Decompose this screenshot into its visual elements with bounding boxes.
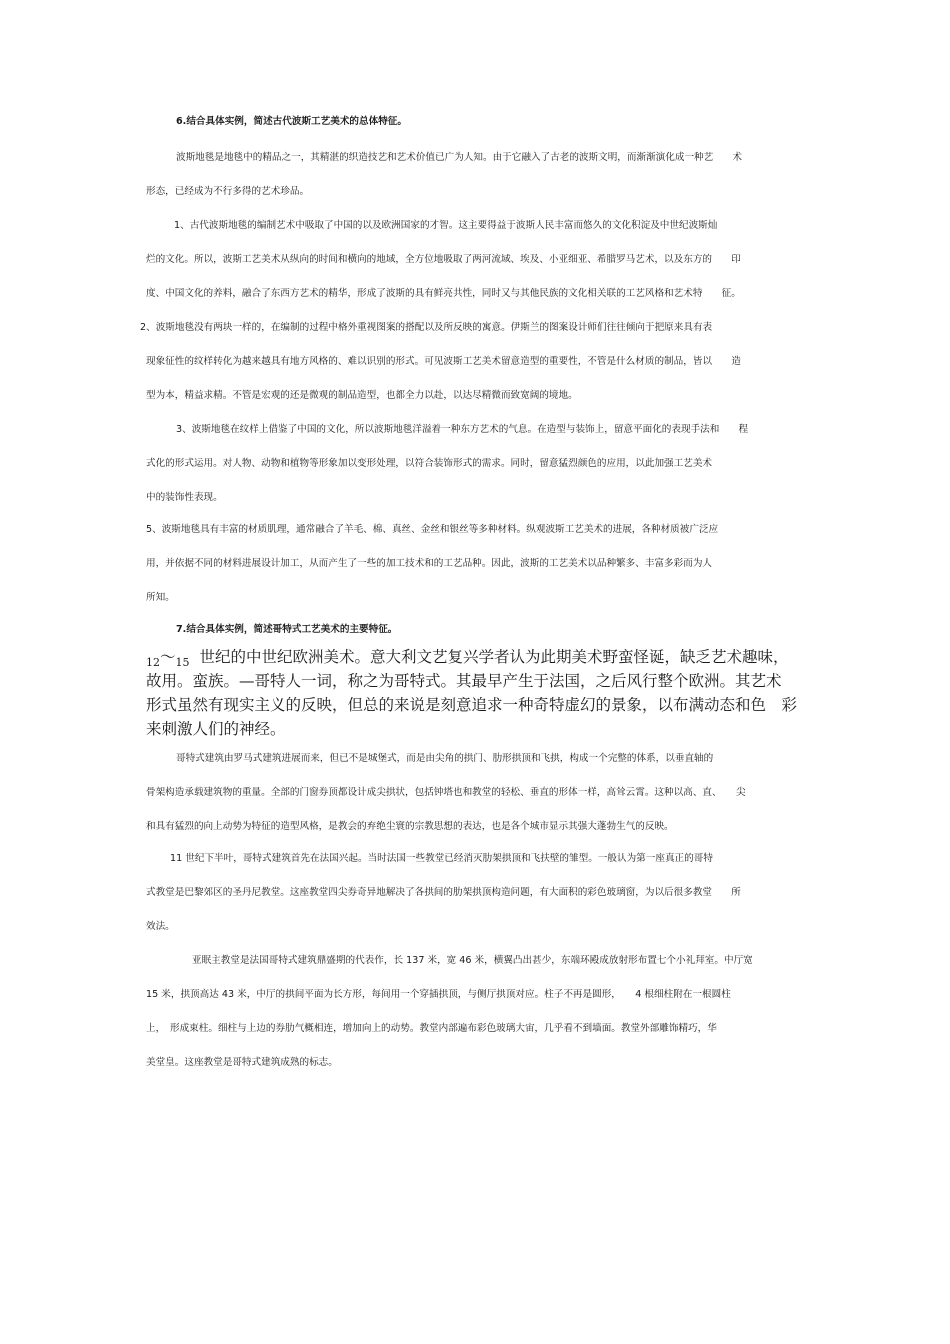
q6-intro-line-1: 波斯地毯是地毯中的精品之一，其精湛的织造技艺和艺术价值已广为人知。由于它融入了古老的波斯文明，而渐渐演化成一种艺 术	[176, 152, 743, 163]
q6-p5-line-2: 用，并依据不同的材料进展设计加工，从而产生了一些的加工技术和的工艺品种。因此，波斯的工艺美术以品种繁多、丰富多彩而为人	[146, 558, 713, 569]
q6-p3-line-2: 式化的形式运用。对人物、动物和植物等形象加以变形处理，以符合装饰形式的需求。同时，留意猛烈颜色的应用，以此加强工艺美术	[146, 458, 713, 469]
q7-big-line-4: 来刺激人们的神经。	[146, 720, 286, 738]
q7-p3-line-4: 美堂皇。这座教堂是哥特式建筑成熟的标志。	[146, 1057, 338, 1068]
q6-p5-line-1: 5、波斯地毯具有丰富的材质肌理，通常融合了羊毛、棉、真丝、金丝和银丝等多种材料。纵观波斯工艺美术的进展，各种材质被广泛应	[146, 524, 719, 535]
q6-intro-line-2: 形态，已经成为不行多得的艺术珍品。	[146, 186, 310, 197]
century-end: 15	[175, 656, 190, 669]
q6-p2-line-1: 2、波斯地毯没有两块一样的，在编制的过程中格外重视图案的搭配以及所反映的寓意。伊斯兰的图案设计师们往往倾向于把原来具有表	[140, 322, 713, 333]
q6-p2-line-3: 型为本，精益求精。不管是宏观的还是微观的制品造型，也都全力以赴，以达尽精微而致宽阔的境地。	[146, 390, 578, 401]
q7-p2-line-1: 11 世纪下半叶，哥特式建筑首先在法国兴起。当时法国一些教堂已经消灭肋架拱顶和飞扶壁的雏型。一般认为第一座真正的哥特	[170, 853, 713, 864]
q7-p3-line-3: 上， 形成束柱。细柱与上边的券肋气概相连，增加向上的动势。教堂内部遍布彩色玻璃大宙，几乎看不到墙面。教堂外部雕饰精巧，华	[146, 1023, 717, 1034]
q7-p1-line-1: 哥特式建筑由罗马式建筑进展而来，但已不是城堡式，而是由尖角的拱门、肋形拱顶和飞拱，构成一个完整的体系，以垂直轴的	[176, 753, 714, 764]
q7-p2-line-2: 式教堂是巴黎郊区的圣丹尼教堂。这座教堂四尖券奇异地解决了各拱间的肋架拱顶构造问题，有大面积的彩色玻璃窗，为以后很多教堂 所	[146, 887, 741, 898]
q7-big-line-3: 形式虽然有现实主义的反映，但总的来说是刻意追求一种奇特虚幻的景象，以布满动态和色 彩	[146, 696, 798, 714]
q7-p1-line-3: 和具有猛烈的向上动势为特征的造型风格，是教会的弃绝尘寰的宗教思想的表达，也是各个城市显示其强大蓬勃生气的反映。	[146, 821, 674, 832]
q7-heading: 7.结合具体实例，简述哥特式工艺美术的主要特征。	[176, 624, 398, 635]
q7-p3-line-2: 15 米，拱顶高达 43 米，中厅的拱间平面为长方形，每间用一个穿插拱顶，与侧厅拱顶对应。柱子不再是圆形， 4 根细柱附在一根圆柱	[146, 989, 731, 1000]
q6-p3-line-3: 中的装饰性表现。	[146, 492, 223, 503]
q7-big-line-2: 故用。蛮族。—哥特人一词，称之为哥特式。其最早产生于法国，之后风行整个欧洲。其艺术	[146, 672, 782, 690]
q6-p2-line-2: 现象征性的纹样转化为越来越具有地方风格的、难以识别的形式。可见波斯工艺美术留意造型的重要性，不管是什么材质的制品，皆以 造	[146, 356, 741, 367]
q7-p2-line-3: 效法。	[146, 921, 175, 932]
q7-big-line-1-text: 世纪的中世纪欧洲美术。意大利文艺复兴学者认为此期美术野蛮怪诞，缺乏艺术趣味，	[199, 648, 789, 666]
q6-p1-line-2: 烂的文化。所以，波斯工艺美术从纵向的时间和横向的地域，全方位地吸取了两河流域、埃及、小亚细亚、希腊罗马艺术，以及东方的 印	[146, 254, 741, 265]
q6-p5-line-3: 所知。	[146, 592, 175, 603]
q6-p1-line-3: 度、中国文化的养料，融合了东西方艺术的精华，形成了波斯的具有鲜亮共性，同时又与其他民族的文化相关联的工艺风格和艺术特 征。	[146, 288, 741, 299]
century-start: 12	[146, 656, 160, 669]
q7-big-line-1	[146, 646, 789, 670]
q7-p1-line-2: 骨架构造承载建筑物的重量。全部的门窗券顶都设计成尖拱状，包括钟塔也和教堂的轻松、垂直的形体一样，高耸云霄。这种以高、直、 尖	[146, 787, 746, 798]
q7-p3-line-1: 亚眠主教堂是法国哥特式建筑鼎盛期的代表作，长 137 米，宽 46 米，横翼凸出甚少，东端环殿成放射形布置七个小礼拜室。中厅宽	[192, 955, 753, 966]
q6-p1-line-1: 1、古代波斯地毯的编制艺术中吸取了中国的以及欧洲国家的才智。这主要得益于波斯人民丰富而悠久的文化积淀及中世纪波斯灿	[174, 220, 718, 231]
q6-p3-line-1: 3、波斯地毯在纹样上借鉴了中国的文化，所以波斯地毯洋溢着一种东方艺术的气息。在造型与装饰上，留意平面化的表现手法和 程	[176, 424, 749, 435]
q6-heading: 6.结合具体实例，简述古代波斯工艺美术的总体特征。	[176, 116, 407, 127]
century-tilde: ～	[160, 648, 176, 666]
